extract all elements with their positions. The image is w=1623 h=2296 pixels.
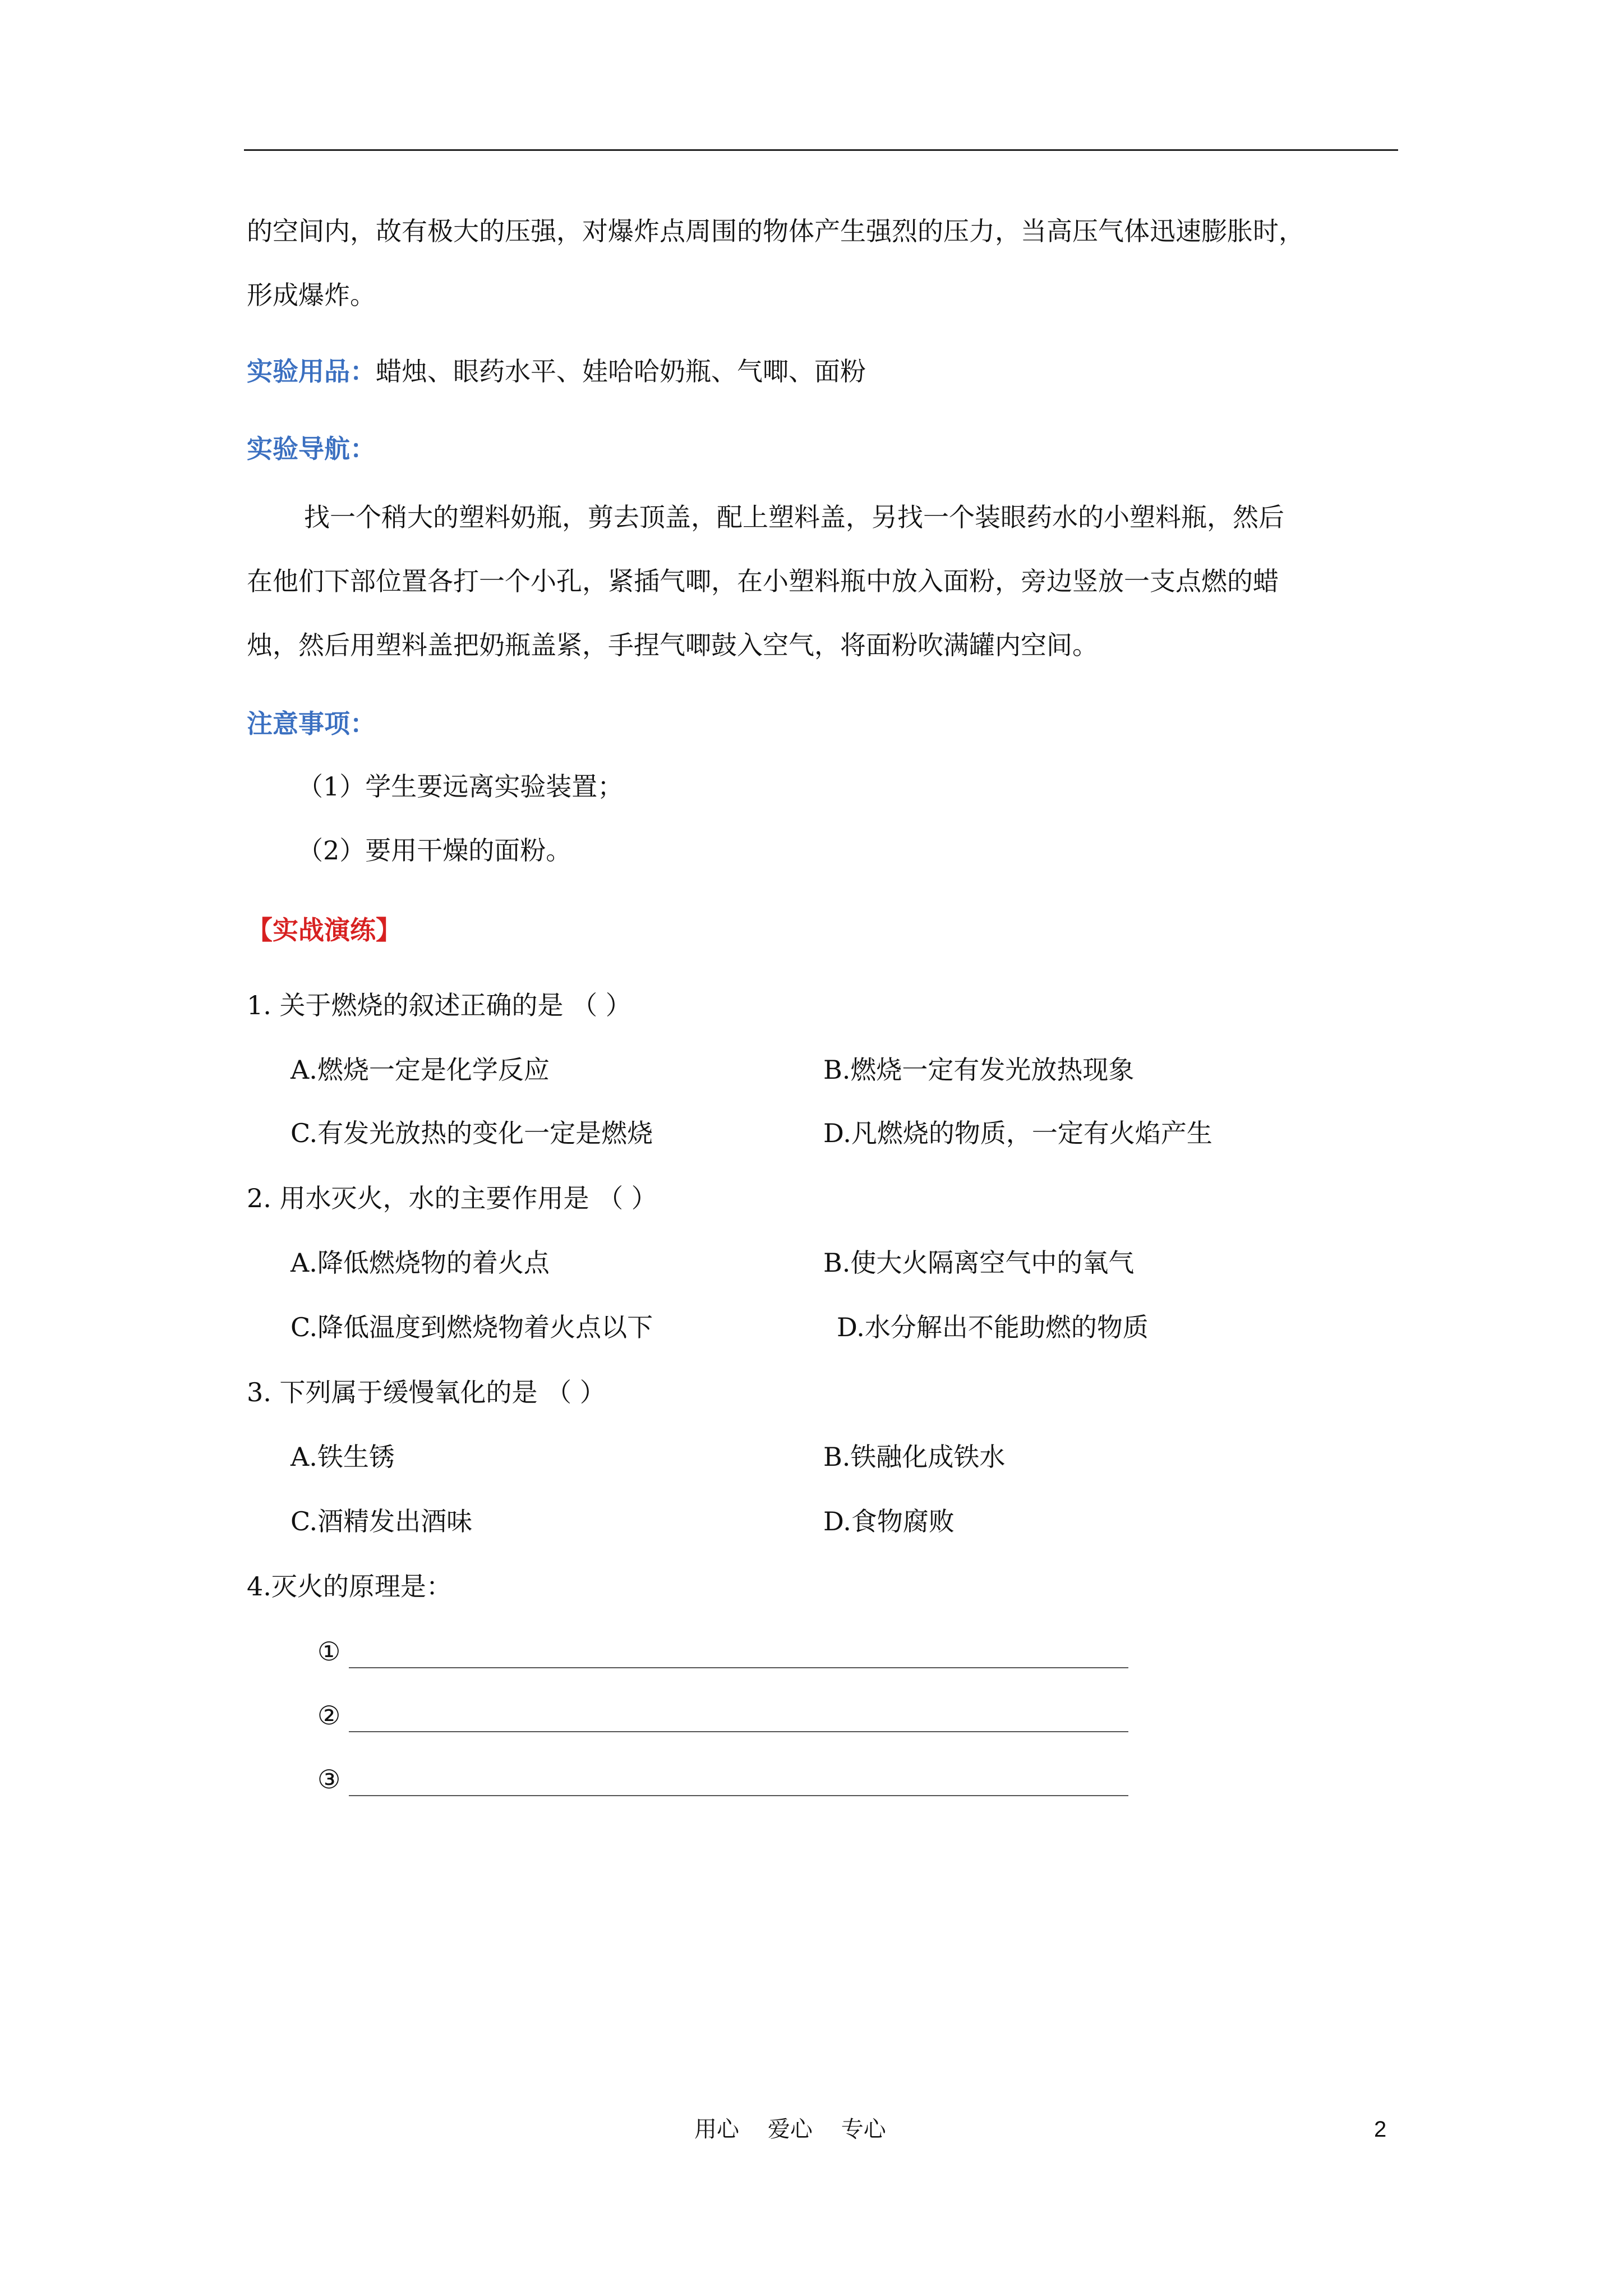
question-2-option-c: C.降低温度到燃烧物着火点以下: [291, 1312, 653, 1342]
header-rule: [244, 149, 1398, 151]
question-3-option-c: C.酒精发出酒味: [291, 1506, 473, 1536]
question-4-stem: 4.灭火的原理是：: [247, 1571, 452, 1602]
question-1-option-c: C.有发光放热的变化一定是燃烧: [291, 1118, 653, 1148]
question-1-option-b: B.燃烧一定有发光放热现象: [823, 1055, 1135, 1085]
question-1-stem: 1. 关于燃烧的叙述正确的是 （ ）: [247, 990, 631, 1020]
answer-line-2: [349, 1731, 1128, 1732]
guide-line-2: 在他们下部位置各打一个小孔，紧插气唧，在小塑料瓶中放入面粉，旁边竖放一支点燃的蜡: [247, 566, 1279, 596]
guide-line-1: 找一个稍大的塑料奶瓶，剪去顶盖，配上塑料盖，另找一个装眼药水的小塑料瓶，然后: [304, 502, 1284, 532]
question-2-option-b: B.使大火隔离空气中的氧气: [823, 1248, 1135, 1278]
materials-text: 蜡烛、眼药水平、娃哈哈奶瓶、气唧、面粉: [376, 356, 866, 386]
question-1-option-d: D.凡燃烧的物质，一定有火焰产生: [823, 1118, 1212, 1148]
notes-label: 注意事项：: [247, 708, 376, 739]
intro-line-1: 的空间内，故有极大的压强，对爆炸点周围的物体产生强烈的压力，当高压气体迅速膨胀时，: [247, 216, 1304, 246]
footer-motto: 用心 爱心 专心: [694, 2116, 886, 2142]
guide-label: 实验导航：: [247, 434, 376, 464]
answer-line-1: [349, 1667, 1128, 1668]
page-number: 2: [1374, 2117, 1387, 2142]
answer-line-3: [349, 1795, 1128, 1796]
intro-line-2: 形成爆炸。: [247, 280, 376, 310]
question-2-stem: 2. 用水灭火，水的主要作用是 （ ）: [247, 1183, 657, 1213]
question-3-option-d: D.食物腐败: [823, 1506, 955, 1536]
question-3-stem: 3. 下列属于缓慢氧化的是 （ ）: [247, 1377, 606, 1407]
note-2: （2）要用干燥的面粉。: [297, 835, 572, 866]
answer-blank-2[interactable]: [317, 1697, 340, 1733]
question-2-option-a: A.降低燃烧物的着火点: [291, 1248, 550, 1278]
note-1: （1）学生要远离实验装置；: [297, 771, 624, 802]
answer-blank-3-marker: ③: [317, 1764, 341, 1795]
question-3-option-b: B.铁融化成铁水: [823, 1442, 1006, 1472]
practice-title: 【实战演练】: [247, 915, 402, 945]
question-2-option-d: D.水分解出不能助燃的物质: [837, 1312, 1149, 1342]
question-3-option-a: A.铁生锈: [291, 1442, 395, 1472]
answer-blank-2-marker: ②: [317, 1700, 341, 1731]
answer-blank-3[interactable]: [317, 1761, 340, 1797]
guide-line-3: 烛，然后用塑料盖把奶瓶盖紧，手捏气唧鼓入空气，将面粉吹满罐内空间。: [247, 630, 1098, 660]
materials-paragraph: [247, 353, 866, 389]
answer-blank-1-marker: ①: [317, 1636, 341, 1667]
question-1-option-a: A.燃烧一定是化学反应: [291, 1055, 550, 1085]
materials-label: 实验用品：: [247, 356, 376, 386]
answer-blank-1[interactable]: [317, 1634, 340, 1669]
